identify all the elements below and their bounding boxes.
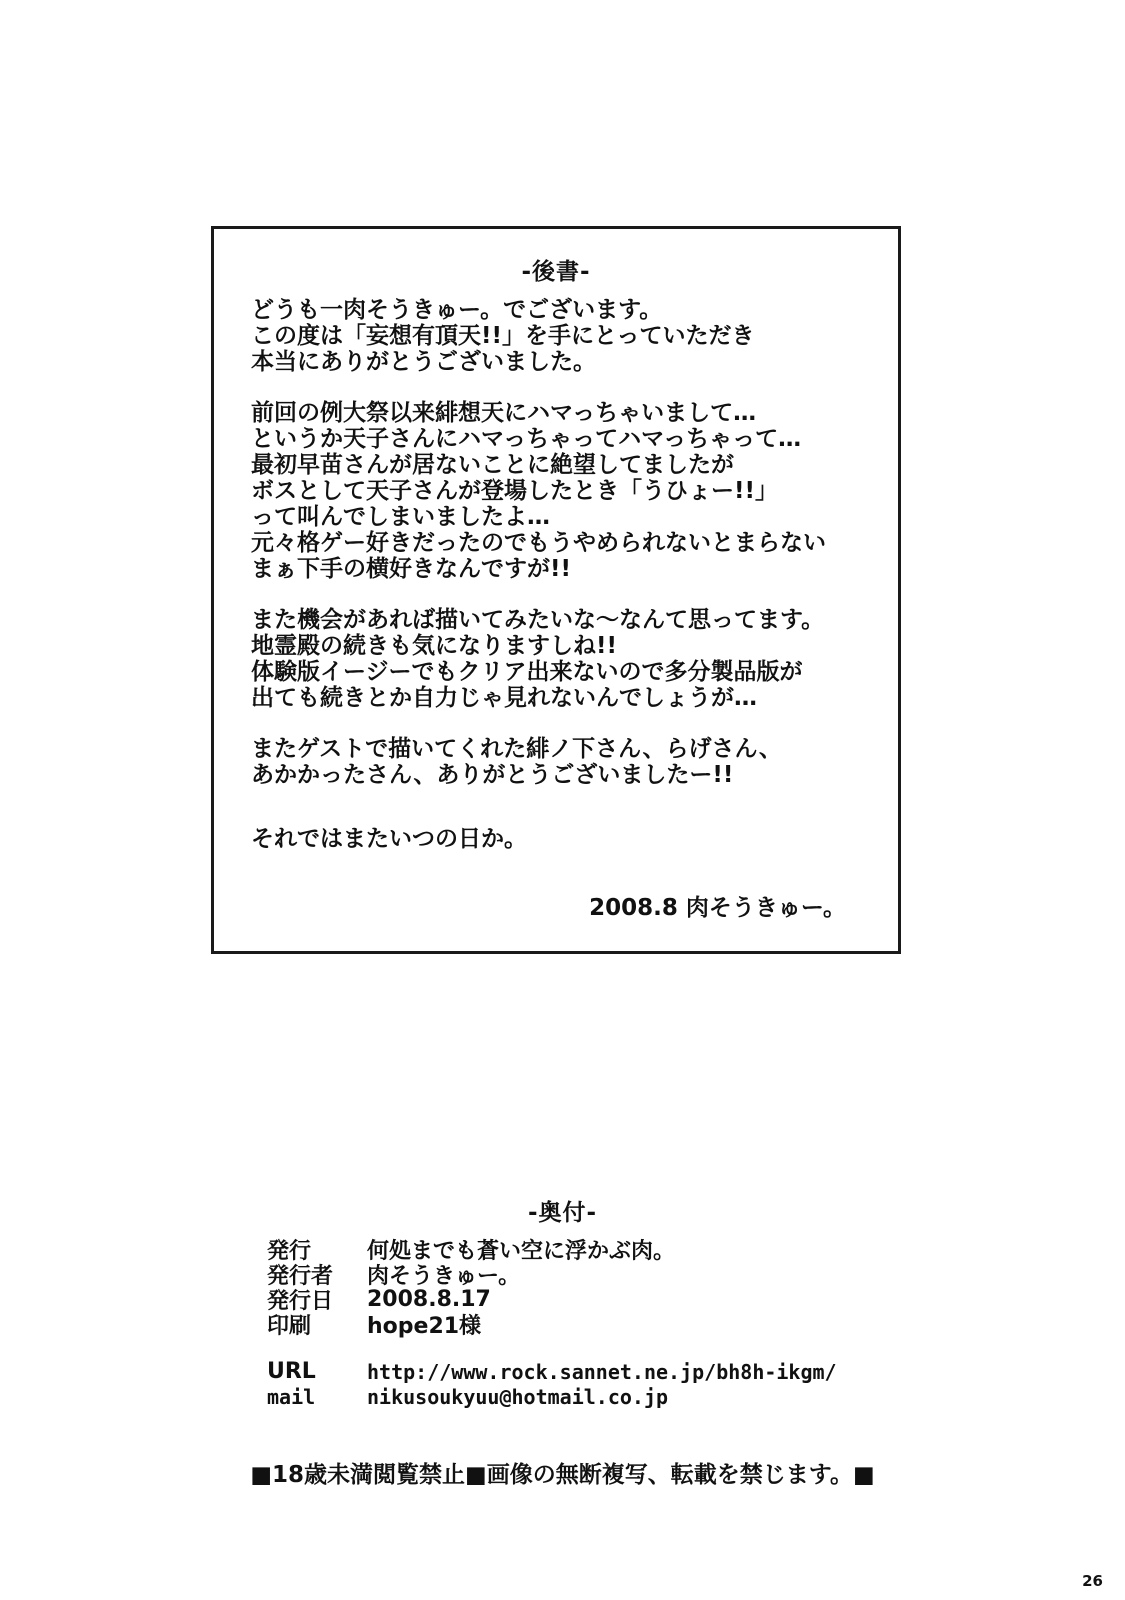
afterword-line: というか天子さんにハマっちゃってハマっちゃって… — [251, 426, 802, 452]
colophon-url-link: http://www.rock.sannet.ne.jp/bh8h-ikgm/ — [367, 1359, 837, 1384]
afterword-line: この度は「妄想有頂天!!」を手にとっていただき — [251, 323, 755, 349]
afterword-signature: 2008.8 肉そうきゅー。 — [589, 895, 846, 921]
colophon-label: 印刷 — [267, 1314, 312, 1339]
afterword-line: 前回の例大祭以来緋想天にハマっちゃいまして… — [251, 400, 757, 426]
colophon-label: 発行 — [267, 1239, 312, 1264]
afterword-line: あかかったさん、ありがとうございましたー!! — [251, 762, 734, 788]
colophon-value: 2008.8.17 — [367, 1287, 491, 1312]
afterword-line: それではまたいつの日か。 — [251, 826, 527, 852]
colophon-label: 発行日 — [267, 1289, 334, 1314]
afterword-paragraph — [251, 736, 871, 788]
colophon-value: 肉そうきゅー。 — [367, 1264, 521, 1289]
afterword-line: 本当にありがとうございました。 — [251, 349, 596, 375]
afterword-line: またゲストで描いてくれた緋ノ下さん、らげさん、 — [251, 736, 782, 762]
colophon-mail-link: nikusoukyuu@hotmail.co.jp — [367, 1384, 669, 1409]
afterword-line: 最初早苗さんが居ないことに絶望してましたが — [251, 452, 734, 478]
afterword-paragraph — [251, 297, 871, 375]
afterword-line: 体験版イージーでもクリア出来ないので多分製品版が — [251, 659, 803, 685]
afterword-title: -後書- — [521, 259, 591, 285]
colophon-row-url — [267, 1359, 837, 1384]
colophon-label: mail — [267, 1384, 316, 1409]
colophon-row-printer — [267, 1312, 837, 1337]
copyright-notice: ■18歳未満閲覧禁止■画像の無断複写、転載を禁じます。■ — [250, 1462, 875, 1488]
colophon-label: URL — [267, 1359, 316, 1384]
colophon-table — [267, 1237, 837, 1409]
page-number: 26 — [1082, 1572, 1103, 1590]
afterword-paragraph — [251, 400, 871, 582]
colophon-value: 何処までも蒼い空に浮かぶ肉。 — [367, 1239, 676, 1264]
afterword-box — [211, 226, 901, 954]
afterword-line: どうも一肉そうきゅー。でございます。 — [251, 297, 663, 323]
afterword-line: また機会があれば描いてみたいな〜なんて思ってます。 — [251, 607, 825, 633]
afterword-paragraph — [251, 607, 871, 711]
colophon-value: hope21様 — [367, 1314, 482, 1339]
afterword-line: 地霊殿の続きも気になりますしね!! — [251, 633, 617, 659]
afterword-body — [251, 297, 871, 877]
afterword-line: まぁ下手の横好きなんですが!! — [251, 556, 571, 582]
afterword-line: 元々格ゲー好きだったのでもうやめられないとまらない — [251, 530, 826, 556]
colophon-label: 発行者 — [267, 1264, 334, 1289]
colophon-row-mail — [267, 1384, 837, 1409]
colophon-title: -奥付- — [527, 1200, 598, 1226]
afterword-paragraph — [251, 826, 871, 852]
afterword-line: って叫んでしまいましたよ… — [251, 504, 550, 530]
afterword-line: ボスとして天子さんが登場したとき「うひょー!!」 — [251, 478, 778, 504]
afterword-line: 出ても続きとか自力じゃ見れないんでしょうが… — [251, 685, 757, 711]
